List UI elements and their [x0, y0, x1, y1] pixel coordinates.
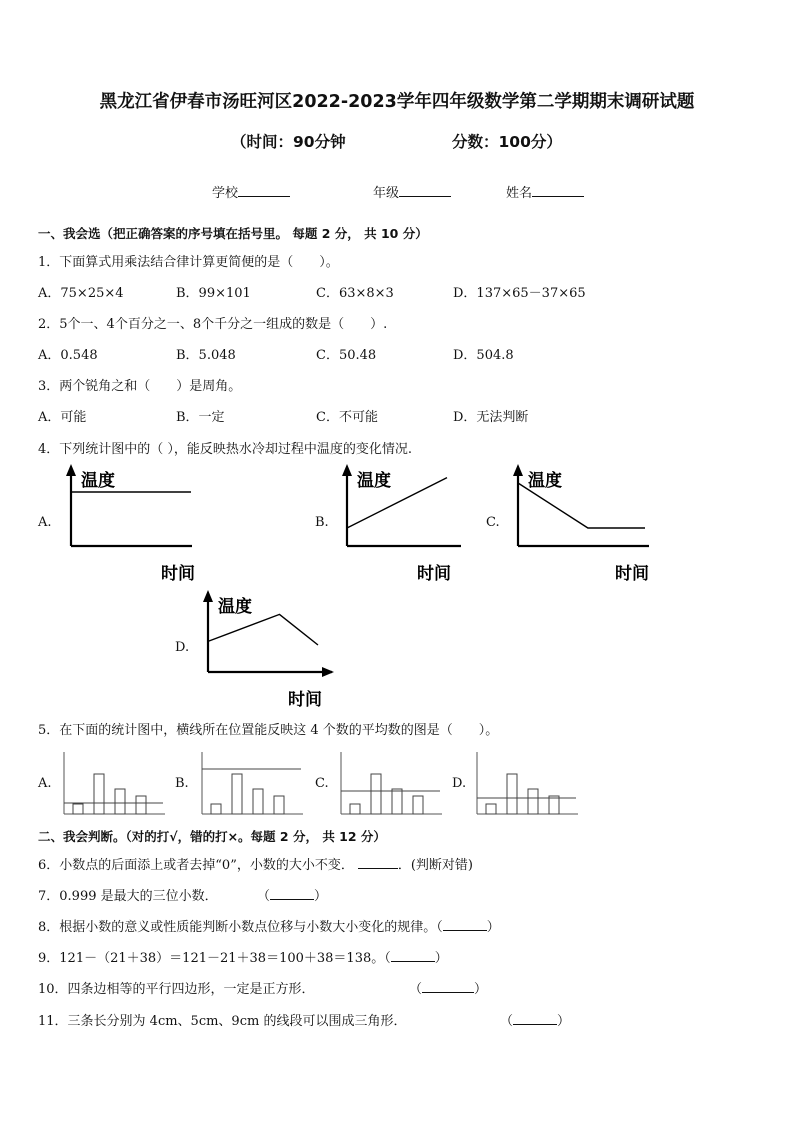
name-field[interactable]: [506, 182, 584, 201]
exam-title: 黑龙江省伊春市汤旺河区2022-2023学年四年级数学第二学期期末调研试题: [99, 92, 695, 112]
q2-option-b[interactable]: B．5.048: [176, 348, 236, 363]
q5-chart-d: [472, 750, 580, 816]
judge-item-7-text: 7．0.999 是最大的三位小数．: [38, 889, 218, 904]
q4-option-d[interactable]: D.: [175, 640, 190, 655]
q5-chart-a: [59, 750, 167, 816]
y-axis-label: 温度: [528, 471, 562, 491]
school-blank[interactable]: [238, 183, 290, 197]
judge-item-9: [38, 947, 448, 966]
bar: [232, 774, 242, 814]
judge-item-9-text: 9．121－（21＋38）＝121－21＋38＝100＋38＝138。: [38, 951, 385, 966]
section1-heading: 一、我会选（把正确答案的序号填在括号里。 每题 2 分， 共 10 分）: [38, 226, 428, 241]
judge-item-10: [38, 978, 315, 997]
q2-option-a[interactable]: A．0.548: [38, 348, 98, 363]
q1-option-b[interactable]: B．99×101: [176, 286, 251, 301]
section2-heading: 二、我会判断。（对的打√，错的打×。每题 2 分， 共 12 分）: [38, 829, 386, 844]
judge-item-11: [38, 1010, 406, 1029]
q5-option-c[interactable]: C.: [315, 776, 329, 791]
q5-chart-c: [336, 750, 444, 816]
bar: [274, 796, 284, 814]
judge-item-7-blank[interactable]: [270, 886, 314, 900]
judge-item-6: [38, 854, 473, 873]
q4-option-c[interactable]: C.: [486, 515, 500, 530]
q1-option-a[interactable]: A．75×25×4: [38, 286, 124, 301]
judge-item-10-text: 10．四条边相等的平行四边形，一定是正方形．: [38, 982, 315, 997]
judge-item-8-answer[interactable]: （ ）: [436, 920, 500, 935]
grade-label: 年级: [373, 186, 400, 201]
judge-item-9-answer[interactable]: （ ）: [384, 951, 448, 966]
q5-option-d[interactable]: D.: [452, 776, 467, 791]
exam-score: 分数：100分）: [452, 133, 562, 151]
y-axis-label: 温度: [357, 471, 391, 491]
q3-option-a[interactable]: A．可能: [38, 410, 87, 425]
q5-text: 5．在下面的统计图中，横线所在位置能反映这 4 个数的平均数的图是（ ）。: [38, 723, 499, 738]
x-axis-label: 时间: [417, 564, 451, 584]
exam-time: （时间：90分钟: [231, 133, 346, 151]
judge-item-11-text: 11．三条长分别为 4cm、5cm、9cm 的线段可以围成三角形．: [38, 1014, 407, 1029]
y-axis-arrow: [342, 464, 352, 476]
bar: [253, 789, 263, 814]
y-axis-label: 温度: [218, 597, 252, 617]
q5-option-a[interactable]: A.: [38, 776, 52, 791]
bar: [507, 774, 517, 814]
q5-chart-b: [197, 750, 305, 816]
judge-item-11-blank[interactable]: [513, 1011, 557, 1025]
bar: [413, 796, 423, 814]
q1-text: 1．下面算式用乘法结合律计算更简便的是（ ）。: [38, 255, 339, 270]
name-blank[interactable]: [532, 183, 584, 197]
q4-graph-c: [507, 462, 657, 587]
x-axis-label: 时间: [615, 564, 649, 584]
q2-option-c[interactable]: C．50.48: [316, 348, 377, 363]
bar: [549, 796, 559, 814]
bar: [528, 789, 538, 814]
q4-option-b[interactable]: B.: [315, 515, 329, 530]
judge-item-6-text: 6．小数点的后面添上或者去掉“0”，小数的大小不变．: [38, 858, 354, 873]
judge-item-8-text: 8．根据小数的意义或性质能判断小数点位移与小数大小变化的规律。: [38, 920, 437, 935]
y-axis-arrow: [203, 590, 213, 602]
q3-option-b[interactable]: B．一定: [176, 410, 225, 425]
bar: [392, 789, 402, 814]
x-axis-arrow: [322, 667, 334, 677]
q4-graph-b: [336, 462, 476, 587]
judge-item-7: [38, 885, 218, 904]
bar: [94, 774, 104, 814]
name-label: 姓名: [506, 186, 533, 201]
grade-blank[interactable]: [399, 183, 451, 197]
x-axis-label: 时间: [161, 564, 195, 584]
bar: [73, 804, 83, 814]
q1-option-c[interactable]: C．63×8×3: [316, 286, 394, 301]
judge-item-10-answer[interactable]: （ ）: [409, 978, 487, 997]
bar: [136, 796, 146, 814]
bar: [486, 804, 496, 814]
judge-item-6-blank[interactable]: [358, 855, 398, 869]
q4-graph-d: [197, 588, 357, 713]
judge-item-10-blank[interactable]: [422, 979, 474, 993]
q5-option-b[interactable]: B.: [175, 776, 189, 791]
y-axis-arrow: [66, 464, 76, 476]
bar: [350, 804, 360, 814]
judge-item-7-answer[interactable]: （ ）: [257, 885, 327, 904]
y-axis-label: 温度: [81, 471, 115, 491]
bar: [115, 789, 125, 814]
judge-item-11-answer[interactable]: （ ）: [500, 1010, 570, 1029]
x-axis-label: 时间: [288, 690, 322, 710]
q4-text: 4．下列统计图中的（ ），能反映热水冷却过程中温度的变化情况.: [38, 442, 413, 457]
bar: [211, 804, 221, 814]
q3-option-c[interactable]: C．不可能: [316, 410, 378, 425]
bar: [371, 774, 381, 814]
judge-item-9-blank[interactable]: [391, 948, 435, 962]
judge-item-8: [38, 916, 500, 935]
temperature-line: [208, 614, 318, 645]
q4-graph-a: [60, 462, 200, 587]
q1-option-d[interactable]: D．137×65－37×65: [453, 286, 586, 301]
school-label: 学校: [212, 186, 239, 201]
school-field[interactable]: [212, 182, 290, 201]
y-axis-arrow: [513, 464, 523, 476]
q2-option-d[interactable]: D．504.8: [453, 348, 514, 363]
q4-option-a[interactable]: A.: [38, 515, 52, 530]
q3-option-d[interactable]: D．无法判断: [453, 410, 529, 425]
q3-text: 3．两个锐角之和（ ）是周角。: [38, 379, 242, 394]
judge-item-8-blank[interactable]: [443, 917, 487, 931]
grade-field[interactable]: [373, 182, 451, 201]
q2-text: 2．5个一、4个百分之一、8个千分之一组成的数是（ ）.: [38, 317, 388, 332]
judge-item-6-suffix: ．(判断对错): [397, 858, 473, 873]
